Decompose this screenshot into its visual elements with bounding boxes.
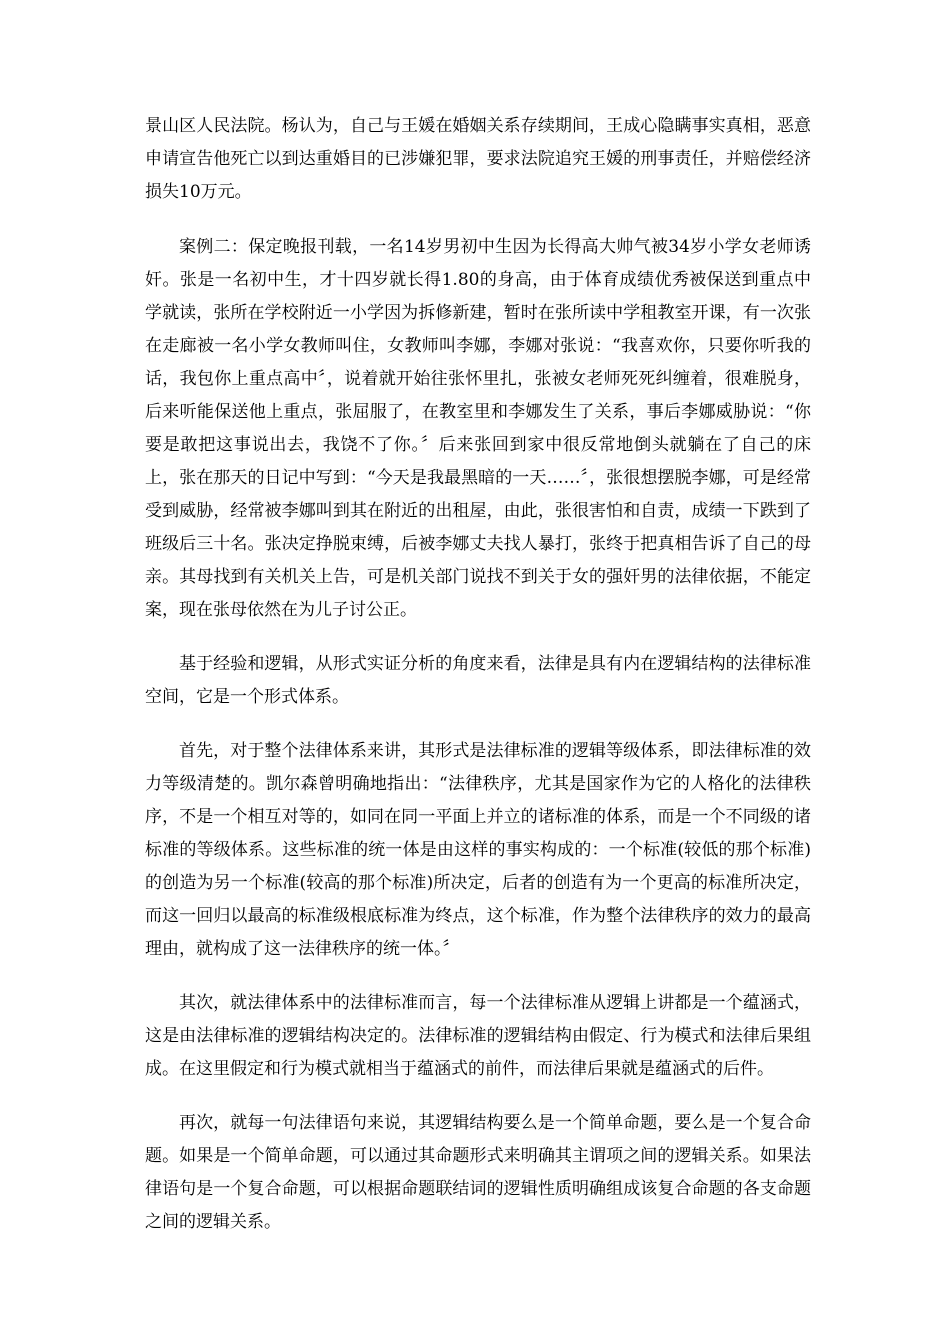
paragraph-case-two: 案例二：保定晚报刊载，一名14岁男初中生因为长得高大帅气被34岁小学女老师诱奸。张是一名初中生，才十四岁就长得1.80的身高，由于体育成绩优秀被保送到重点中学就读，张所在学校附近一小学因为拆修新建，暂时在张所读中学租教室开课，有一次张在走廊被一名小学女教师叫住，女教师叫李娜，李娜对张说：“我喜欢你，只要你听我的话，我包你上重点高中〞，说着就开始往张怀里扎，张被女老师死死纠缠着，很难脱身，后来听能保送他上重点，张屈服了，在教室里和李娜发生了关系，事后李娜威胁说：“你要是敢把这事说出去，我饶不了你。〞后来张回到家中很反常地倒头就躺在了自己的床上，张在那天的日记中写到：“今天是我最黑暗的一天……〞，张很想摆脱李娜，可是经常受到威胁，经常被李娜叫到其在附近的出租屋，由此，张很害怕和自责，成绩一下跌到了班级后三十名。张决定挣脱束缚，后被李娜丈夫找人暴打，张终于把真相告诉了自己的母亲。其母找到有关机关上告，可是机关部门说找不到关于女的强奸男的法律依据，不能定案，现在张母依然在为儿子讨公正。 <box>145 237 811 620</box>
paragraph-second-point: 其次，就法律体系中的法律标准而言，每一个法律标准从逻辑上讲都是一个蕴涵式，这是由法律标准的逻辑结构决定的。法律标准的逻辑结构由假定、行为模式和法律后果组成。在这里假定和行为模式就相当于蕴涵式的前件，而法律后果就是蕴涵式的后件。 <box>145 993 811 1079</box>
paragraph-case-one-continuation: 景山区人民法院。杨认为，自己与王媛在婚姻关系存续期间，王成心隐瞒事实真相，恶意申请宣告他死亡以到达重婚目的已涉嫌犯罪，要求法院追究王媛的刑事责任，并赔偿经济损失10万元。 <box>145 116 811 202</box>
paragraph-first-point: 首先，对于整个法律体系来讲，其形式是法律标准的逻辑等级体系，即法律标准的效力等级清楚的。凯尔森曾明确地指出：“法律秩序，尤其是国家作为它的人格化的法律秩序，不是一个相互对等的，如同在同一平面上并立的诸标准的体系，而是一个不同级的诸标准的等级体系。这些标准的统一体是由这样的事实构成的：一个标准(较低的那个标准)的创造为另一个标准(较高的那个标准)所决定，后者的创造有为一个更高的标准所决定，而这一回归以最高的标准级根底标准为终点，这个标准，作为整个法律秩序的效力的最高理由，就构成了这一法律秩序的统一体。〞 <box>145 741 811 959</box>
paragraph-third-point: 再次，就每一句法律语句来说，其逻辑结构要么是一个简单命题，要么是一个复合命题。如果是一个简单命题，可以通过其命题形式来明确其主谓项之间的逻辑关系。如果法律语句是一个复合命题，可以根据命题联结词的逻辑性质明确组成该复合命题的各支命题之间的逻辑关系。 <box>145 1113 811 1232</box>
document-body <box>145 110 811 1260</box>
paragraph-formal-system: 基于经验和逻辑，从形式实证分析的角度来看，法律是具有内在逻辑结构的法律标准空间，它是一个形式体系。 <box>145 654 811 707</box>
